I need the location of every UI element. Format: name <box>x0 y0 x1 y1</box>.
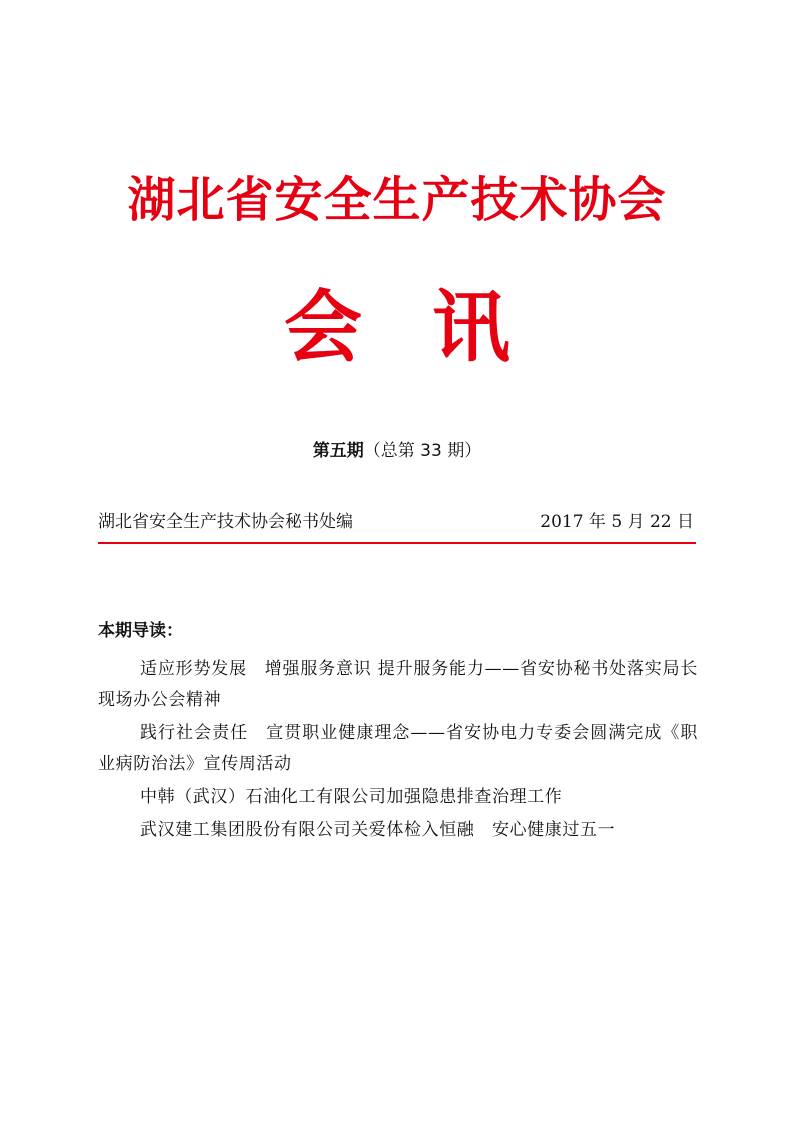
publication-date: 2017 年 5 月 22 日 <box>540 512 694 532</box>
publication-title: 会讯 <box>283 283 580 373</box>
toc-item: 适应形势发展 增强服务意识 提升服务能力——省安协秘书处落实局长现场办公会精神 <box>98 659 698 710</box>
issue-number <box>0 438 794 464</box>
organization-title: 湖北省安全生产技术协会 <box>127 172 667 228</box>
editor-line: 湖北省安全生产技术协会秘书处编 <box>98 512 353 532</box>
red-divider-line <box>98 542 696 544</box>
issue-total: （总第 33 期） <box>363 441 482 461</box>
toc-item: 中韩（武汉）石油化工有限公司加强隐患排查治理工作 <box>140 787 563 807</box>
issue-label: 第五期 <box>312 441 364 461</box>
toc-item: 武汉建工集团股份有限公司关爱体检入恒融 安心健康过五一 <box>140 820 616 840</box>
toc-item: 践行社会责任 宣贯职业健康理念——省安协电力专委会圆满完成《职业病防治法》宣传周活动 <box>98 723 698 774</box>
toc-heading: 本期导读： <box>98 621 183 641</box>
toc-list <box>98 654 698 848</box>
masthead-row <box>98 506 694 538</box>
